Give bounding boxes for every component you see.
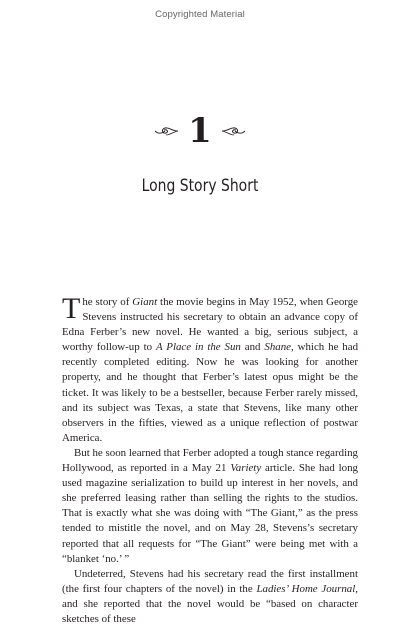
right-flourish-icon [220,125,246,137]
chapter-number-row [0,112,400,150]
text-run: , which he had recently completed editing. Now he was looking for another property, and he thought that Ferber’s latest opus might be the ticket. It was likely to be a bestseller, because Ferber rarely missed, and its subject was Texas, a state that Stevens, like many other observers in the fifties, viewed as a unique reflection of postwar America. [62,341,359,444]
paragraph-3 [62,567,358,627]
left-flourish-icon [154,125,180,137]
chapter-title: Long Story Short [141,176,259,196]
text-run: and [240,341,265,354]
paragraph-1 [62,292,359,446]
italic-title: Variety [230,462,262,475]
paragraph-2 [62,446,358,567]
text-run: he story of [82,296,133,308]
italic-title: Ladies’ Home Journal [256,582,356,595]
text-run: Undeterred, Stevens had his secretary read the first installment (the first four chapters of the novel) in the [62,567,358,595]
text-run: the movie begins in May 1952, when George Stevens instructed his secretary to obtain an advance copy of Edna Ferber’s new novel. He wanted a big, serious subject, a worthy follow-up to [62,296,358,354]
drop-cap: T [62,292,81,325]
italic-title: A Place in the Sun [155,341,241,354]
chapter-number: 1 [188,111,212,151]
text-run: , and she reported that the novel would be “based on character sketches of these [62,582,358,625]
italic-title: Giant [132,296,158,308]
italic-title: Shane [264,341,292,354]
copyright-header: Copyrighted Material [155,9,245,20]
text-run: But he soon learned that Ferber adopted a tough stance regarding Hollywood, as reported in a May 21 [62,446,358,475]
text-run: article. She had long used magazine serialization to build up interest in her novels, and she preferred leasing rather than selling the rights to the studios. That is exactly what she was doing with “The Giant,” as the press tended to mistitle the novel, and on May 28, Stevens’s secretary reported that all requests for “The Giant” were being met with a “blanket ‘no.’ ” [62,462,358,565]
body-text [62,292,359,627]
